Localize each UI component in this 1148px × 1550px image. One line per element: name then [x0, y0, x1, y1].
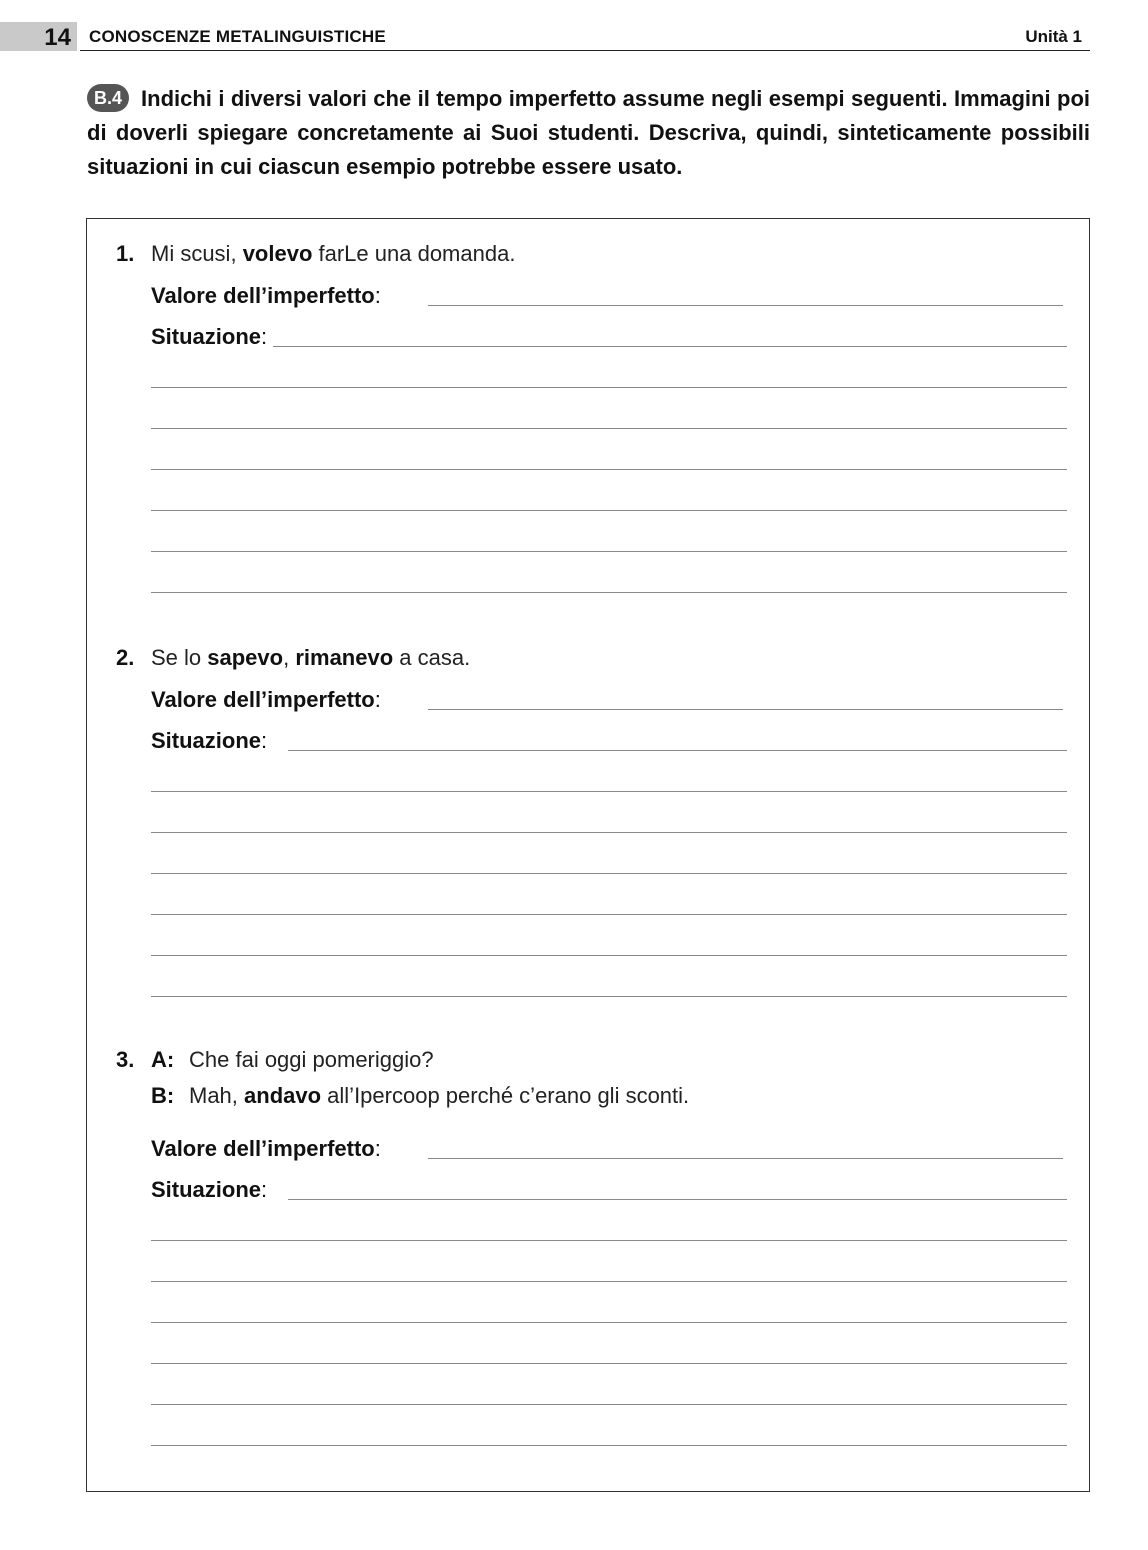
situazione-label: Situazione: [151, 324, 268, 349]
answer-line[interactable] [151, 592, 1067, 593]
answer-line[interactable] [151, 510, 1067, 511]
answer-line[interactable] [151, 469, 1067, 470]
sentence-text: all’Ipercoop perché c’erano gli sconti. [321, 1083, 690, 1108]
answer-line[interactable] [151, 914, 1067, 915]
example-number: 3. [116, 1047, 135, 1072]
page-header [0, 22, 1090, 52]
highlighted-verb: andavo [244, 1083, 322, 1108]
answer-line[interactable] [151, 428, 1067, 429]
highlighted-verb: volevo [242, 241, 313, 266]
valore-answer-line[interactable] [428, 1158, 1063, 1159]
exercise-badge: B.4 [87, 84, 129, 112]
situazione-answer-line[interactable] [288, 750, 1067, 751]
highlighted-verb: sapevo [207, 645, 284, 670]
example-number: 2. [116, 645, 135, 670]
example-sentence [151, 645, 470, 671]
answer-line[interactable] [151, 1404, 1067, 1405]
speaker-label: B: [151, 1083, 175, 1108]
instructions-text: Indichi i diversi valori che il tempo imperfetto assume negli esempi seguenti. Immagini poi di doverli spiegare concretamente ai Suoi studenti. Descriva, quindi, sinteticamente possibili situazioni in cui ciascun esempio potrebbe essere usato. [87, 86, 1090, 179]
sentence-text: farLe una domanda. [312, 241, 516, 266]
answer-line[interactable] [151, 1322, 1067, 1323]
speaker-label: A: [151, 1047, 175, 1072]
answer-line[interactable] [151, 955, 1067, 956]
sentence-text: a casa. [393, 645, 471, 670]
situazione-answer-line[interactable] [288, 1199, 1067, 1200]
valore-answer-line[interactable] [428, 709, 1063, 710]
valore-answer-line[interactable] [428, 305, 1063, 306]
highlighted-verb: rimanevo [295, 645, 394, 670]
answer-line[interactable] [151, 873, 1067, 874]
valore-label: Valore dell’imperfetto: [151, 283, 381, 308]
dialogue-line-a [151, 1047, 434, 1073]
answer-line[interactable] [151, 1363, 1067, 1364]
answer-line[interactable] [151, 996, 1067, 997]
sentence-text: Mi scusi, [151, 241, 243, 266]
header-rule [80, 50, 1090, 51]
example-number: 1. [116, 241, 135, 266]
answer-line[interactable] [151, 1281, 1067, 1282]
sentence-text: , [283, 645, 296, 670]
section-title: CONOSCENZE METALINGUISTICHE [89, 27, 386, 46]
exercise-instructions [87, 82, 1090, 184]
example-sentence [151, 241, 515, 267]
answer-line[interactable] [151, 551, 1067, 552]
sentence-text: Che fai oggi pomeriggio? [189, 1047, 434, 1072]
sentence-text: Mah, [189, 1083, 245, 1108]
answer-line[interactable] [151, 1445, 1067, 1446]
situazione-label: Situazione: [151, 728, 268, 753]
answer-line[interactable] [151, 1240, 1067, 1241]
sentence-text: Se lo [151, 645, 208, 670]
valore-label: Valore dell’imperfetto: [151, 1136, 381, 1161]
dialogue-line-b [151, 1083, 689, 1109]
answer-line[interactable] [151, 791, 1067, 792]
valore-label: Valore dell’imperfetto: [151, 687, 381, 712]
situazione-label: Situazione: [151, 1177, 268, 1202]
answer-line[interactable] [151, 832, 1067, 833]
page-number: 14 [0, 22, 77, 51]
situazione-answer-line[interactable] [273, 346, 1067, 347]
answer-box [86, 218, 1090, 1492]
unit-label: Unità 1 [1025, 27, 1082, 46]
answer-line[interactable] [151, 387, 1067, 388]
